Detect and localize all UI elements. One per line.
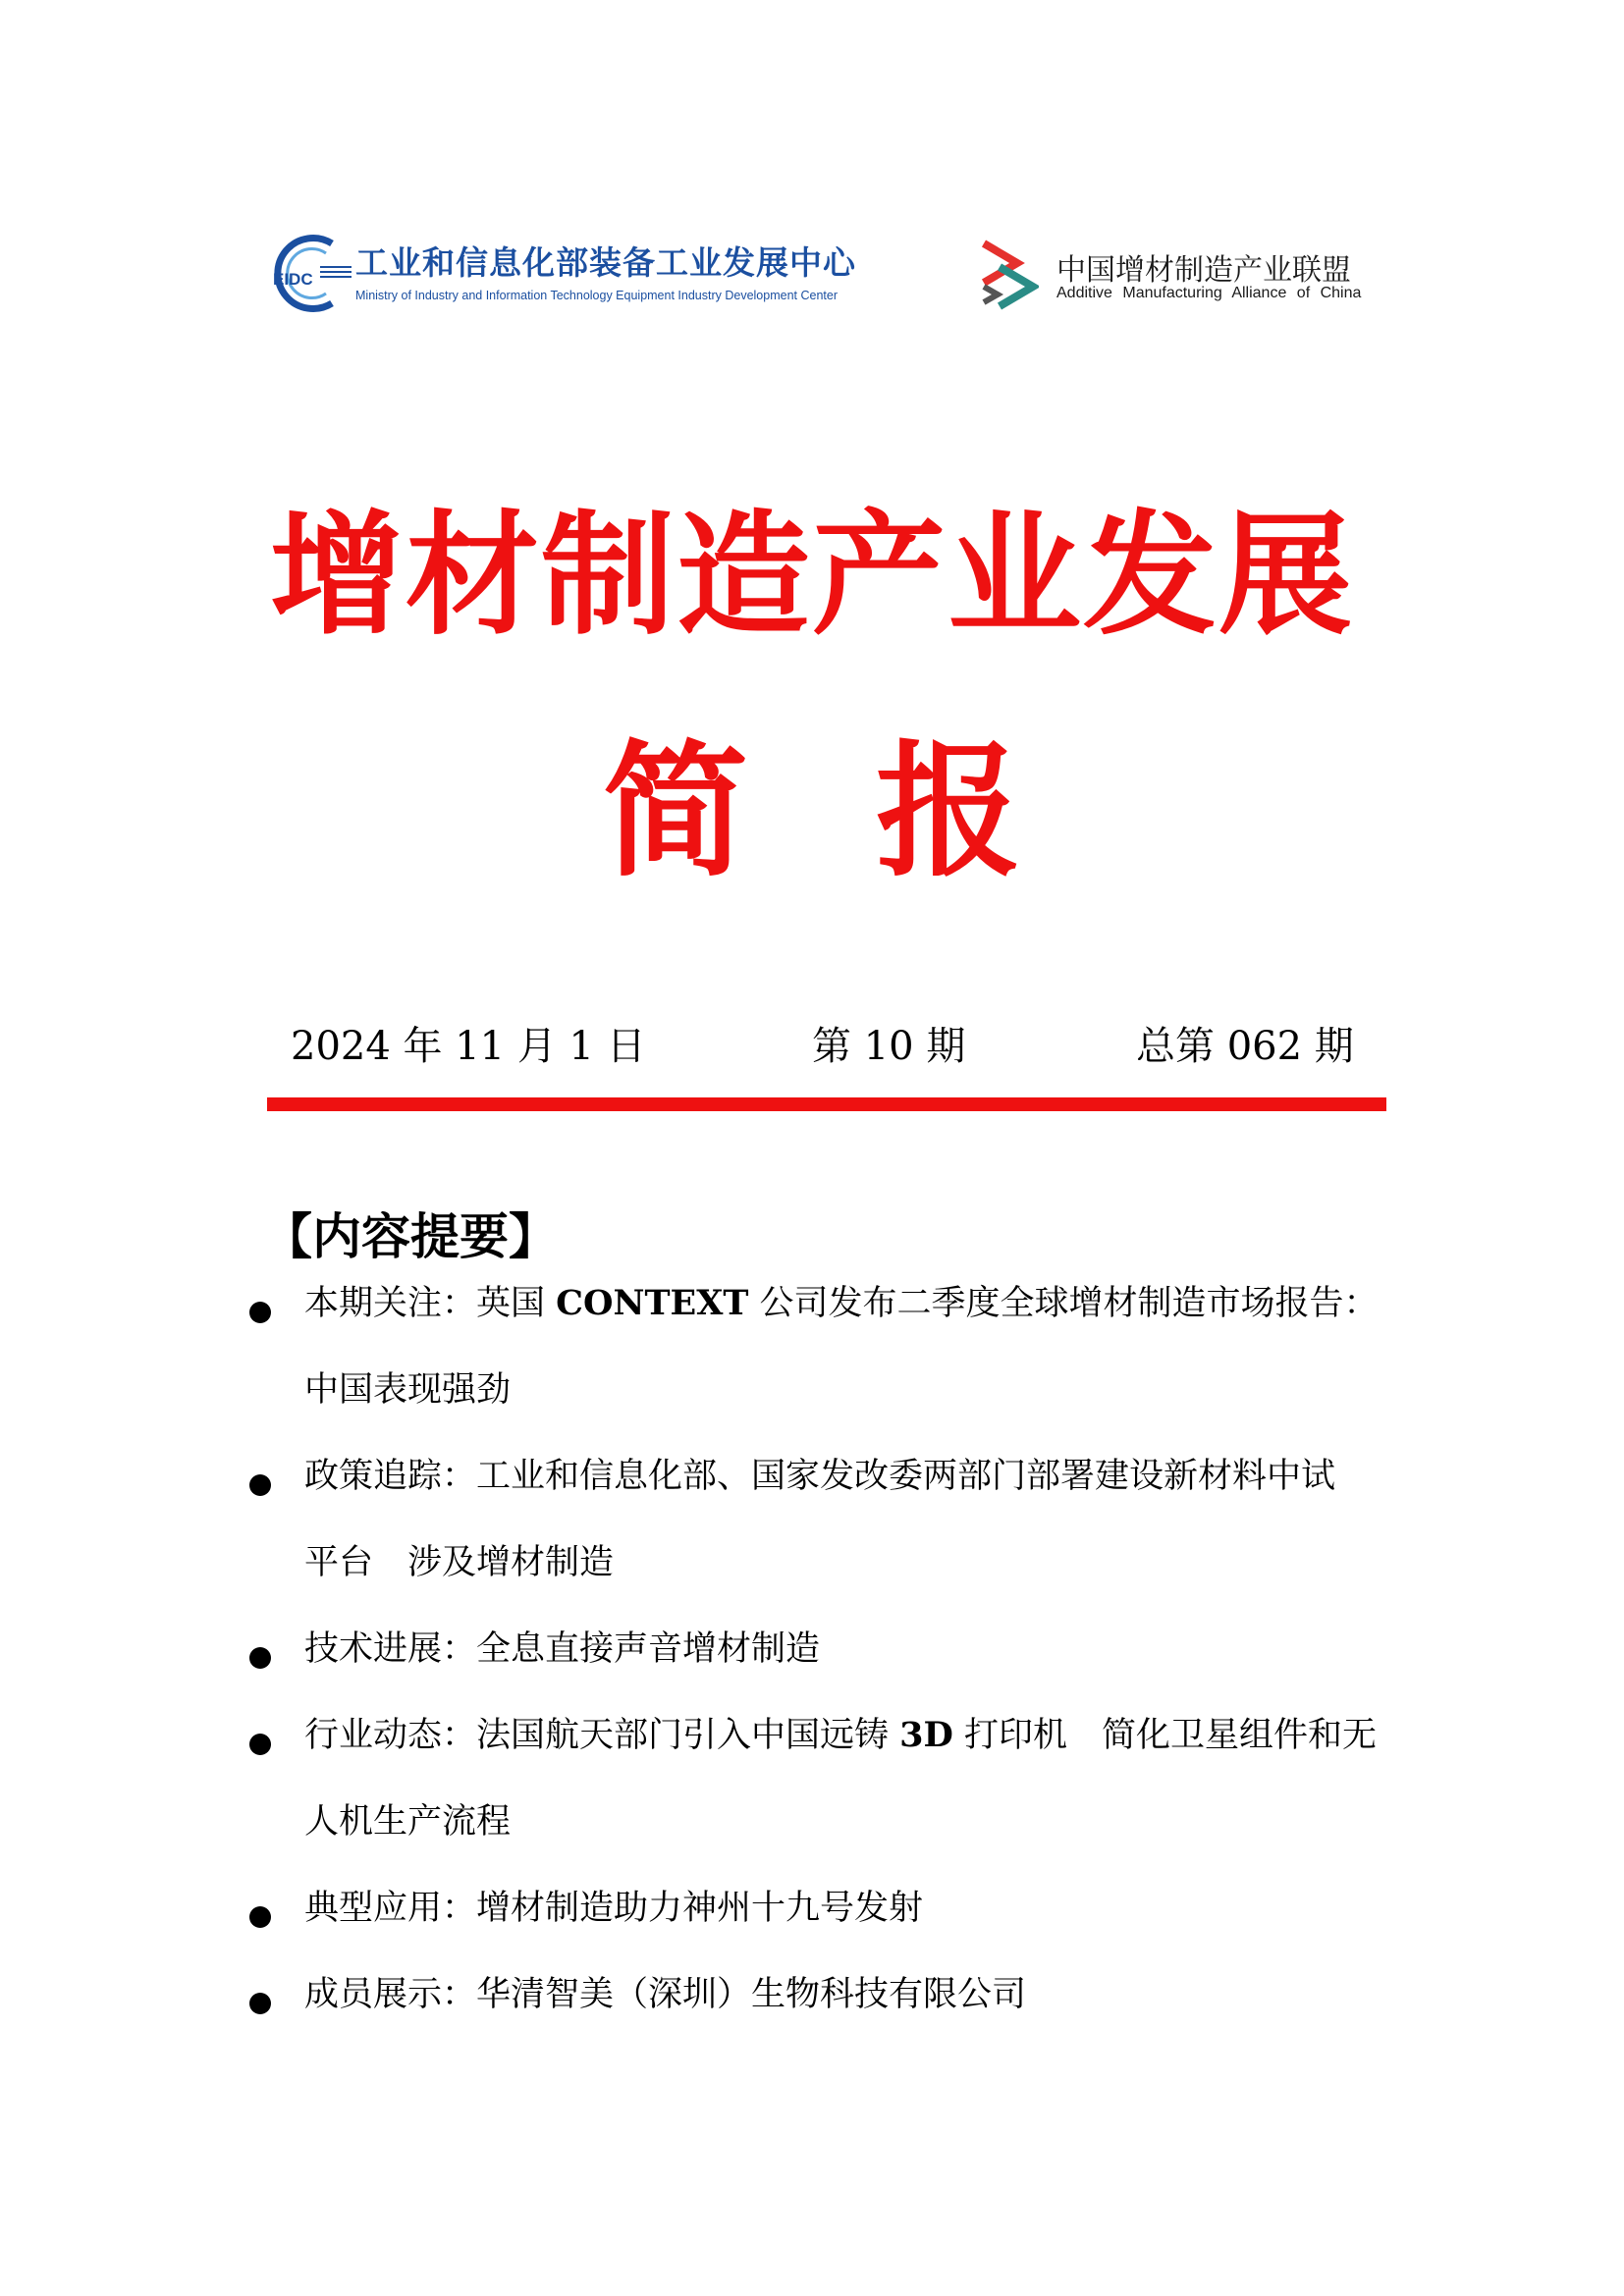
bullet-icon (249, 1647, 271, 1669)
page-title-line1: 增材制造产业发展 (270, 497, 1354, 654)
toc-item-line: 本期关注：英国 CONTEXT 公司发布二季度全球增材制造市场报告： (304, 1283, 1379, 1323)
eidc-emblem-text: EIDC (273, 270, 313, 289)
toc-item-line: 技术进展：全息直接声音增材制造 (304, 1629, 821, 1669)
alliance-chevron-icon (978, 240, 1039, 310)
eidc-name-en: Ministry of Industry and Information Technology Equipment Industry Development Center (355, 289, 838, 302)
eidc-name-cn: 工业和信息化部装备工业发展中心 (355, 243, 856, 282)
alliance-name-en: Additive Manufacturing Alliance of China (1056, 285, 1362, 301)
toc-item-line: 平台 涉及增材制造 (304, 1543, 615, 1582)
alliance-name-cn: 中国增材制造产业联盟 (1056, 253, 1351, 288)
issue-date: 2024 年 11 月 1 日 (291, 1024, 646, 1069)
bullet-icon (249, 1302, 271, 1323)
bullet-icon (249, 1993, 271, 2014)
bullet-icon (249, 1906, 271, 1928)
issue-number: 第 10 期 (812, 1024, 966, 1069)
toc-heading: 【内容提要】 (263, 1208, 558, 1265)
toc-item-line: 人机生产流程 (304, 1802, 512, 1842)
bullet-icon (249, 1474, 271, 1496)
alliance-logo (978, 240, 1390, 312)
total-issue-number: 总第 062 期 (1136, 1024, 1354, 1069)
bullet-icon (249, 1734, 271, 1755)
eidc-logo (271, 232, 856, 315)
red-divider (267, 1097, 1386, 1111)
toc-item-line: 政策追踪：工业和信息化部、国家发改委两部门部署建设新材料中试 (304, 1457, 1336, 1496)
toc-item-line: 典型应用：增材制造助力神州十九号发射 (304, 1889, 924, 1928)
toc-item-line: 中国表现强劲 (304, 1370, 512, 1410)
toc-item-line: 成员展示：华清智美（深圳）生物科技有限公司 (304, 1975, 1027, 2014)
toc-item-line: 行业动态：法国航天部门引入中国远铸 3D 打印机 简化卫星组件和无 (304, 1715, 1377, 1755)
page-title-line2: 简报 (603, 725, 1149, 896)
eidc-emblem-icon (271, 232, 352, 315)
